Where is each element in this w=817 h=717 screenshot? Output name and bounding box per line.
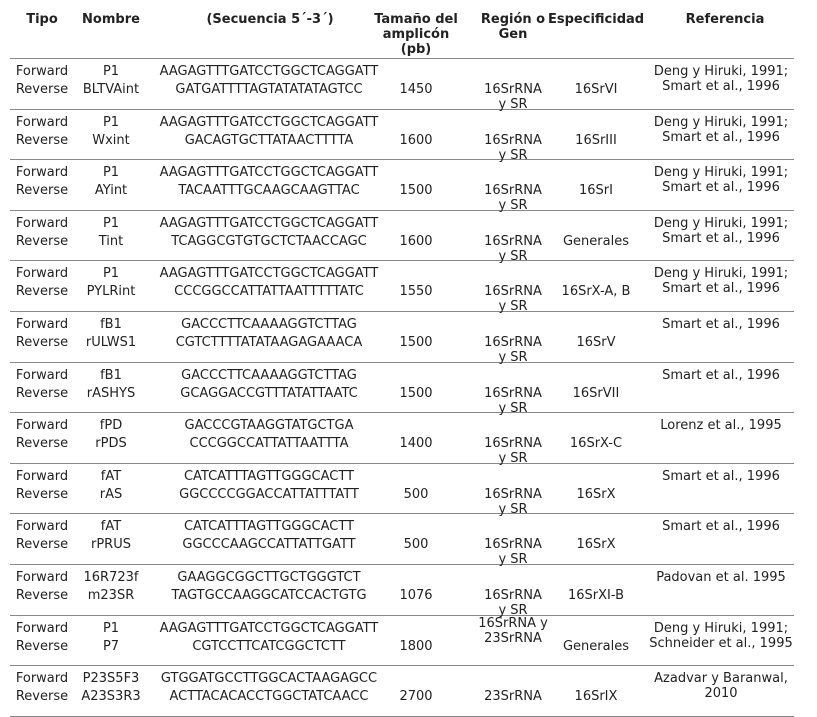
tipo-reverse: Reverse	[15, 537, 69, 553]
reference: Lorenz et al., 1995	[660, 418, 782, 434]
tipo-forward: Forward	[15, 418, 69, 434]
table-row	[10, 110, 794, 161]
primer-table	[10, 8, 794, 717]
amplicon-size: 1500	[399, 385, 433, 401]
region-gen	[468, 82, 558, 112]
tipo-forward: Forward	[15, 367, 69, 383]
sequence-reverse: CCCGGCCATTATTAATTTTTATC	[174, 284, 364, 300]
sequence-forward: CATCATTTAGTTGGGCACTT	[183, 519, 355, 535]
header-tamano: Tamaño del amplicón (pb)	[374, 12, 458, 57]
reference: Padovan et al. 1995	[656, 569, 786, 585]
amplicon-size: 2700	[399, 689, 433, 705]
header-especificidad: Especificidad	[548, 12, 645, 27]
header-region: Región o Gen	[480, 12, 546, 42]
sequence-reverse: GCAGGACCGTTTATATTAATC	[180, 385, 358, 401]
region-line-1: 16SrRNA	[484, 436, 542, 452]
table-row	[10, 565, 794, 616]
region-line-2: y SR	[498, 198, 528, 214]
primer-name-reverse: BLTVAint	[82, 82, 140, 97]
table-body	[10, 59, 794, 717]
sequence-reverse: TACAATTTGCAAGCAAGTTAC	[178, 183, 360, 199]
tipo-reverse: Reverse	[15, 689, 69, 705]
tipo-reverse: Reverse	[15, 638, 69, 654]
specificity: 16SrX-C	[569, 436, 623, 452]
sequence-forward: AAGAGTTTGATCCTGGCTCAGGATT	[159, 215, 379, 231]
specificity: 16SrV	[576, 334, 616, 350]
region-gen	[468, 588, 558, 618]
amplicon-size: 1600	[399, 233, 433, 249]
tipo-forward: Forward	[15, 468, 69, 484]
primer-name-forward: fB1	[100, 367, 122, 383]
sequence-reverse: CCCGGCCATTATTAATTTA	[189, 436, 349, 452]
tipo-forward: Forward	[15, 519, 69, 535]
sequence-forward: AAGAGTTTGATCCTGGCTCAGGATT	[159, 114, 379, 130]
region-line-1: 16SrRNA	[484, 82, 542, 97]
tipo-forward: Forward	[15, 620, 69, 636]
primer-name-reverse: P7	[102, 638, 120, 654]
specificity: 16SrIII	[575, 132, 617, 148]
primer-name-forward: fAT	[100, 468, 122, 484]
header-referencia: Referencia	[685, 12, 765, 27]
primer-name-reverse: rPDS	[95, 436, 127, 452]
primer-name-forward: P1	[102, 114, 120, 130]
region-gen	[468, 335, 558, 365]
region-line-2: y SR	[498, 349, 528, 365]
sequence-forward: AAGAGTTTGATCCTGGCTCAGGATT	[159, 620, 379, 636]
table-row	[10, 261, 794, 315]
sequence-forward: GACCCGTAAGGTATGCTGA	[184, 418, 354, 434]
region-line-1: 16SrRNA	[484, 233, 542, 249]
specificity: 16SrI	[579, 183, 613, 199]
region-line-1: 23SrRNA	[484, 689, 542, 705]
amplicon-size: 1800	[399, 638, 433, 654]
primer-name-reverse: PYLRint	[86, 284, 136, 300]
reference: Smart et al., 1996	[662, 367, 780, 383]
primer-name-forward: P1	[102, 266, 120, 282]
tipo-reverse: Reverse	[15, 436, 69, 452]
specificity: 16SrX	[576, 537, 616, 553]
region-line-1: 16SrRNA	[484, 183, 542, 199]
region-line-1: 16SrRNA	[484, 334, 542, 350]
table-row	[10, 59, 794, 110]
tipo-forward: Forward	[15, 64, 69, 79]
tipo-reverse: Reverse	[15, 334, 69, 350]
region-line-2: y SR	[498, 248, 528, 264]
sequence-reverse: GGCCCAAGCCATTATTGATT	[182, 537, 356, 553]
primer-name-forward: 16R723f	[83, 569, 139, 585]
table-row	[10, 413, 794, 467]
sequence-forward: GACCCTTCAAAAGGTCTTAG	[181, 367, 357, 383]
region-line-1: 16SrRNA	[484, 385, 542, 401]
sequence-forward: AAGAGTTTGATCCTGGCTCAGGATT	[159, 64, 379, 79]
reference: Smart et al., 1996	[662, 519, 780, 535]
table-row	[10, 312, 794, 363]
sequence-reverse: TCAGGCGTGTGCTCTAACCAGC	[171, 233, 367, 249]
sequence-reverse: GGCCCCGGACCATTATTTATT	[179, 486, 359, 502]
specificity: 16SrVII	[572, 385, 620, 401]
primer-name-reverse: Tint	[98, 233, 124, 249]
primer-name-reverse: rASHYS	[86, 385, 136, 401]
primer-name-forward: fB1	[100, 316, 122, 332]
specificity: Generales	[562, 638, 629, 654]
amplicon-size: 1400	[399, 436, 433, 452]
region-gen	[468, 487, 558, 517]
region-gen	[468, 183, 558, 213]
region-line-2: y SR	[498, 299, 528, 315]
primer-name-forward: P1	[102, 620, 120, 636]
region-line-2: y SR	[498, 451, 528, 467]
primer-name-reverse: m23SR	[87, 587, 135, 603]
region-line-2: y SR	[498, 97, 528, 112]
primer-name-forward: P23S5F3	[82, 671, 140, 687]
header-secuencia: (Secuencia 5´-3´)	[206, 12, 334, 27]
primer-name-forward: fAT	[100, 519, 122, 535]
sequence-forward: GTGGATGCCTTGGCACTAAGAGCC	[160, 671, 378, 687]
primer-name-forward: fPD	[99, 418, 123, 434]
sequence-forward: GACCCTTCAAAAGGTCTTAG	[181, 316, 357, 332]
table-row	[10, 666, 794, 717]
amplicon-size: 1550	[399, 284, 433, 300]
region-line-2: y SR	[498, 147, 528, 163]
header-nombre: Nombre	[82, 12, 140, 27]
specificity: 16SrVI	[574, 82, 618, 97]
primer-name-reverse: rAS	[99, 486, 123, 502]
primer-name-reverse: AYint	[94, 183, 128, 199]
reference: Deng y Hiruki, 1991; Smart et al., 1996	[653, 215, 789, 246]
reference: Smart et al., 1996	[662, 316, 780, 332]
primer-name-reverse: A23S3R3	[81, 689, 141, 705]
sequence-reverse: CGTCCTTCATCGGCTCTT	[192, 638, 346, 654]
reference: Deng y Hiruki, 1991; Smart et al., 1996	[653, 165, 789, 196]
primer-name-forward: P1	[102, 64, 120, 79]
amplicon-size: 1500	[399, 183, 433, 199]
sequence-reverse: GATGATTTTAGTATATATAGTCC	[175, 82, 363, 97]
amplicon-size: 500	[403, 537, 429, 553]
amplicon-size: 1600	[399, 132, 433, 148]
sequence-forward: GAAGGCGGCTTGCTGGGTCT	[177, 569, 361, 585]
region-gen	[468, 537, 558, 567]
tipo-reverse: Reverse	[15, 82, 69, 97]
amplicon-size: 1500	[399, 334, 433, 350]
reference: Azadvar y Baranwal, 2010	[654, 671, 788, 702]
region-gen	[468, 234, 558, 264]
reference: Deng y Hiruki, 1991; Smart et al., 1996	[653, 266, 789, 297]
table-row	[10, 464, 794, 515]
region-gen	[468, 386, 558, 416]
tipo-forward: Forward	[15, 316, 69, 332]
region-line-1: 16SrRNA y	[478, 615, 548, 631]
amplicon-size: 1076	[399, 587, 433, 603]
table-row	[10, 160, 794, 214]
region-line-1: 16SrRNA	[484, 284, 542, 300]
primer-name-reverse: rPRUS	[91, 537, 131, 553]
reference: Deng y Hiruki, 1991; Smart et al., 1996	[653, 64, 789, 94]
primer-name-forward: P1	[102, 165, 120, 181]
sequence-reverse: TAGTGCCAAGGCATCCACTGTG	[171, 587, 367, 603]
tipo-reverse: Reverse	[15, 587, 69, 603]
primer-name-forward: P1	[102, 215, 120, 231]
tipo-reverse: Reverse	[15, 183, 69, 199]
amplicon-size: 1450	[399, 82, 433, 97]
primer-name-reverse: rULWS1	[85, 334, 137, 350]
region-line-1: 16SrRNA	[484, 132, 542, 148]
tipo-forward: Forward	[15, 165, 69, 181]
region-line-1: 16SrRNA	[484, 587, 542, 603]
region-gen	[468, 436, 558, 466]
sequence-forward: CATCATTTAGTTGGGCACTT	[183, 468, 355, 484]
header-tipo: Tipo	[26, 12, 58, 27]
tipo-forward: Forward	[15, 569, 69, 585]
table-row	[10, 616, 794, 667]
region-line-1: 16SrRNA	[484, 537, 542, 553]
specificity: 16SrX-A, B	[561, 284, 631, 300]
specificity: 16SrXI-B	[567, 587, 625, 603]
region-line-2: y SR	[498, 602, 528, 618]
region-gen	[468, 133, 558, 163]
sequence-reverse: GACAGTGCTTATAACTTTTA	[184, 132, 354, 148]
region-gen	[468, 284, 558, 314]
sequence-forward: AAGAGTTTGATCCTGGCTCAGGATT	[159, 266, 379, 282]
region-gen	[468, 689, 558, 704]
table-row	[10, 363, 794, 414]
sequence-forward: AAGAGTTTGATCCTGGCTCAGGATT	[159, 165, 379, 181]
region-line-2: y SR	[498, 400, 528, 416]
region-line-2: y SR	[498, 552, 528, 568]
tipo-reverse: Reverse	[15, 284, 69, 300]
tipo-forward: Forward	[15, 266, 69, 282]
reference: Smart et al., 1996	[662, 468, 780, 484]
specificity: 16SrIX	[574, 689, 618, 705]
table-row	[10, 514, 794, 568]
sequence-reverse: ACTTACACACCTGGCTATCAACC	[169, 689, 369, 705]
sequence-reverse: CGTCTTTTATATAAGAGAAACA	[175, 334, 363, 350]
reference: Deng y Hiruki, 1991; Smart et al., 1996	[653, 114, 789, 145]
tipo-reverse: Reverse	[15, 486, 69, 502]
primer-name-reverse: Wxint	[92, 132, 130, 148]
amplicon-size: 500	[403, 486, 429, 502]
region-line-2: 23SrRNA	[484, 630, 542, 646]
region-gen	[468, 616, 558, 646]
tipo-forward: Forward	[15, 215, 69, 231]
tipo-reverse: Reverse	[15, 385, 69, 401]
table-header	[10, 8, 794, 59]
region-line-1: 16SrRNA	[484, 486, 542, 502]
tipo-reverse: Reverse	[15, 233, 69, 249]
reference: Deng y Hiruki, 1991; Schneider et al., 1995	[649, 620, 793, 651]
specificity: 16SrX	[576, 486, 616, 502]
specificity: Generales	[562, 233, 629, 249]
table-row	[10, 211, 794, 262]
region-line-2: y SR	[498, 501, 528, 517]
tipo-forward: Forward	[15, 671, 69, 687]
tipo-reverse: Reverse	[15, 132, 69, 148]
tipo-forward: Forward	[15, 114, 69, 130]
